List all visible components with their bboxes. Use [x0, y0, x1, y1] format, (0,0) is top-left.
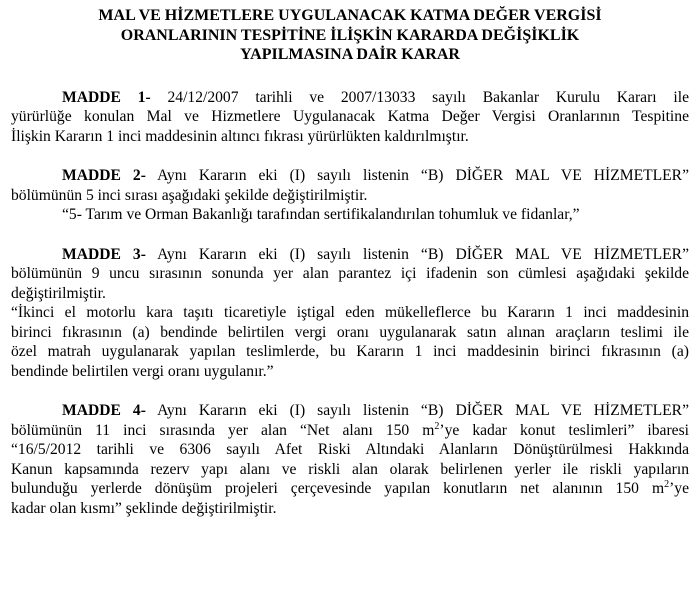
- article-line: MADDE 3- Aynı Kararın eki (I) sayılı listenin “B) DİĞER MAL VE HİZMETLER”: [62, 245, 690, 263]
- title-line: MAL VE HİZMETLERE UYGULANACAK KATMA DEĞER VERGİSİ: [98, 7, 602, 24]
- superscript: 2: [434, 420, 440, 432]
- article-line: MADDE 2- Aynı Kararın eki (I) sayılı listenin “B) DİĞER MAL VE HİZMETLER”: [62, 167, 690, 184]
- title-line: YAPILMASINA DAİR KARAR: [240, 46, 460, 63]
- article-line: kadar olan kısmı” şeklinde değiştirilmiştir.: [11, 499, 277, 517]
- article-line: bölümünün 9 uncu sırasının sonunda yer alan parantez içi ifadenin son cümlesi aşağıdaki şekilde: [11, 265, 689, 282]
- article-label: MADDE 1-: [62, 88, 151, 106]
- article-quote-line: özel matrah uygulanarak yapılan teslimlerde, bu Kararın 1 inci maddesinin birinci fıkrasının (a): [11, 343, 689, 360]
- article-line: yürürlüğe konulan Mal ve Hizmetlere Uygulanacak Katma Değer Vergisi Oranlarının Tespitine: [11, 108, 689, 125]
- article-line: bulunduğu yerlerde dönüşüm projeleri çerçevesinde yapılan konutların net alanının 150 $m^2’ye$: [11, 478, 689, 497]
- article-line: MADDE 1- 24/12/2007 tarihli ve 2007/13033 sayılı Bakanlar Kurulu Kararı ile: [62, 88, 689, 106]
- article-label: MADDE 4-: [62, 402, 146, 419]
- article-line: bölümünün 11 inci sırasında yer alan “Net alanı 150 $m^2’ye$ kadar konut teslimleri” ibaresi: [11, 420, 689, 439]
- article-line: değiştirilmiştir.: [11, 284, 106, 302]
- article-line: Kanun kapsamında rezerv yapı alanı ve riskli alan olarak belirlenen yerler ile riskli yapıların: [11, 460, 689, 478]
- article-1: [11, 88, 689, 147]
- article-line: MADDE 4- Aynı Kararın eki (I) sayılı listenin “B) DİĞER MAL VE HİZMETLER”: [62, 402, 690, 419]
- article-2: [11, 166, 689, 225]
- article-label: MADDE 2-: [62, 167, 146, 184]
- article-quote-line: bendinde belirtilen vergi oranı uygulanır.”: [11, 362, 274, 380]
- article-line: İlişkin Kararın 1 inci maddesinin altıncı fıkrası yürürlükten kaldırılmıştır.: [11, 127, 469, 145]
- article-line: bölümünün 5 inci sırası aşağıdaki şekilde değiştirilmiştir.: [11, 186, 368, 204]
- article-quote-line: birinci fıkrasının (a) bendinde belirtilen vergi oranı uygulanarak satın alınan araçların teslimi ile: [11, 323, 689, 341]
- superscript: 2: [664, 478, 670, 490]
- article-quote: “5- Tarım ve Orman Bakanlığı tarafından sertifikalandırılan tohumluk ve fidanlar,”: [62, 206, 580, 223]
- article-line: “16/5/2012 tarihli ve 6306 sayılı Afet Riski Altındaki Alanların Dönüştürülmesi Hakkında: [11, 441, 689, 458]
- article-3: [11, 245, 689, 382]
- article-label: MADDE 3-: [62, 245, 146, 263]
- article-quote-line: “İkinci el motorlu kara taşıtı ticaretiyle iştigal eden mükelleflerce bu Kararın 1 inci maddesinin: [11, 304, 689, 321]
- article-4: [11, 401, 689, 518]
- title-line: ORANLARININ TESPİTİNE İLİŞKİN KARARDA DEĞİŞİKLİK: [120, 26, 580, 44]
- document-title: [11, 6, 689, 65]
